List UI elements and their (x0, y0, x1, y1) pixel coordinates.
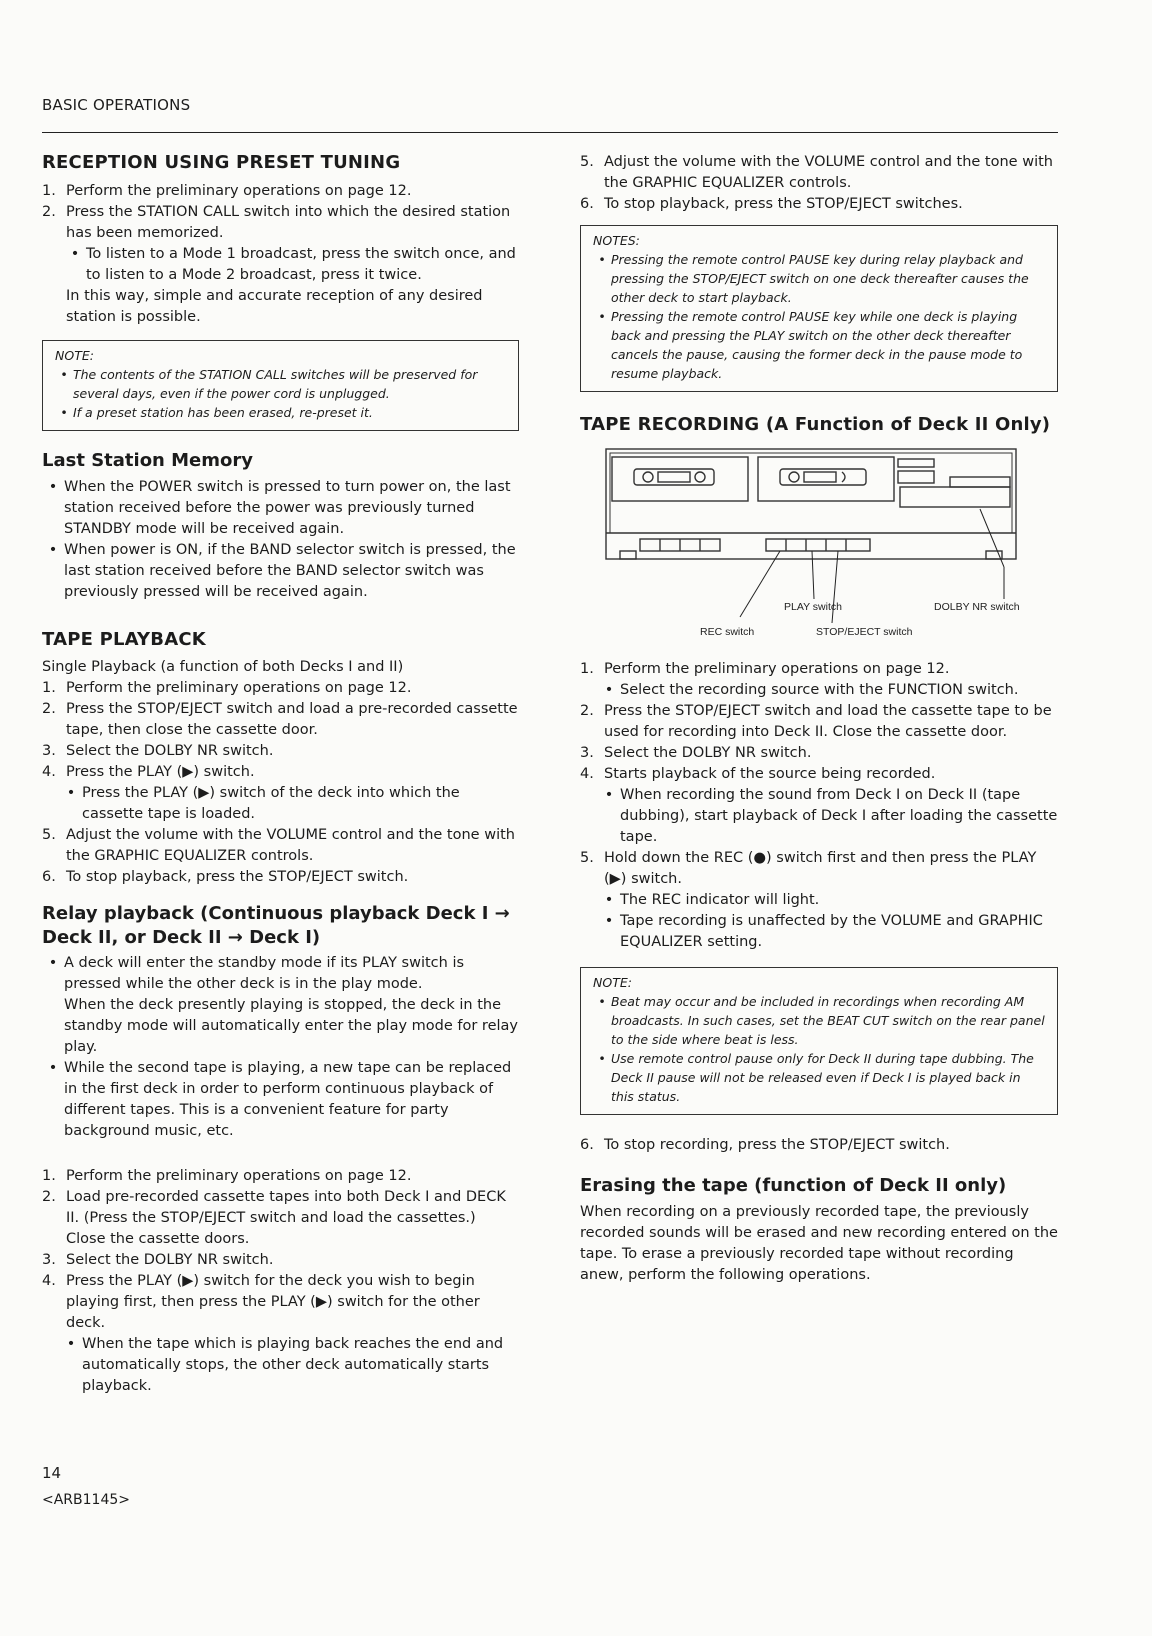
playback-steps-cont (42, 825, 519, 888)
tape-recording-title: TAPE RECORDING (A Function of Deck II Only) (580, 414, 1051, 435)
stop-eject-switch-label: STOP/EJECT switch (816, 625, 913, 638)
reception-step-1: 1. Perform the preliminary operations on page 12. (42, 182, 412, 199)
page-number: 14 (42, 1464, 62, 1482)
note-item: • Beat may occur and be included in recordings when recording AM broadcasts. In such cases, set the BEAT CUT switch on the rear panel to the side where beat is less. (598, 993, 1045, 1047)
rec-leader-line (740, 551, 780, 617)
list-item: 6. To stop recording, press the STOP/EJECT switch. (580, 1136, 950, 1153)
list-item: • Press the PLAY (▶) switch of the deck into which the cassette tape is loaded. (66, 785, 460, 823)
list-item: • Tape recording is unaffected by the VOLUME and GRAPHIC EQUALIZER setting. (604, 912, 1043, 950)
dolby-switch-label: DOLBY NR switch (934, 600, 1020, 613)
reception-bullet: • To listen to a Mode 1 broadcast, press the switch once, and to listen to a Mode 2 broadcast, press it twice. (70, 245, 516, 283)
list-item: 3. Select the DOLBY NR switch. (42, 743, 274, 760)
playback-step4-bullets (42, 783, 519, 825)
relay-step4-bullets (42, 1334, 519, 1397)
note-title: NOTE: (55, 347, 94, 363)
note-title: NOTES: (593, 233, 640, 248)
recording-step5-bullets (580, 890, 1058, 953)
list-item: • When the POWER switch is pressed to turn power on, the last station received before the power was previously turned STANDBY mode will be received again. (48, 478, 511, 537)
playback-steps (42, 678, 519, 783)
list-item: 6. To stop playback, press the STOP/EJECT switches. (580, 196, 963, 212)
deck-body (606, 449, 1016, 559)
list-item: 3. Select the DOLBY NR switch. (580, 744, 812, 761)
list-item: 4. Press the PLAY (▶) switch for the deck you wish to begin playing first, then press the PLAY (▶) switch for the other deck. (42, 1273, 480, 1332)
play-leader-line (812, 551, 814, 599)
reception-title: RECEPTION USING PRESET TUNING (42, 152, 401, 173)
list-item: • When power is ON, if the BAND selector switch is pressed, the last station received before the BAND selector switch was previously pressed will be received again. (48, 541, 516, 600)
note-title: NOTE: (593, 974, 632, 990)
list-item: • Select the recording source with the FUNCTION switch. (604, 681, 1019, 698)
document-code: <ARB1145> (42, 1492, 130, 1508)
erasing-title: Erasing the tape (function of Deck II only) (580, 1174, 1007, 1196)
last-station-list (42, 477, 519, 603)
last-station-title: Last Station Memory (42, 449, 253, 471)
list-item: 2. Press the STOP/EJECT switch and load a pre-recorded cassette tape, then close the cassette door. (42, 701, 518, 739)
note-item: • Pressing the remote control PAUSE key during relay playback and pressing the STOP/EJECT switch on one deck thereafter causes the other deck to start playback. (598, 252, 1029, 305)
reception-bullets (42, 244, 519, 286)
play-switch-label: PLAY switch (784, 600, 842, 613)
list-item: • The REC indicator will light. (604, 891, 820, 908)
list-item: 2. Load pre-recorded cassette tapes into both Deck I and DECK II. (Press the STOP/EJECT switch and load the cassettes.) Close the cassette doors. (42, 1189, 506, 1248)
rec-switch-label: REC switch (700, 625, 755, 638)
list-item: • When the tape which is playing back reaches the end and automatically stops, the other deck automatically starts playback. (66, 1336, 504, 1395)
relay-title: Relay playback (Continuous playback Deck I → Deck II, or Deck II → Deck I) (42, 903, 510, 948)
right-column (580, 152, 1058, 1286)
section-header: BASIC OPERATIONS (42, 96, 191, 114)
list-item: 5. Adjust the volume with the VOLUME control and the tone with the GRAPHIC EQUALIZER controls. (42, 827, 515, 865)
relay-bullets (42, 953, 519, 1142)
deck-1-door (612, 457, 748, 501)
list-item: 4. Starts playback of the source being recorded. (580, 765, 936, 782)
list-item: • A deck will enter the standby mode if its PLAY switch is pressed while the other deck is in the play mode. When the deck presently playing is stopped, the deck in the standby mode will automatically enter the play mode for relay play. (48, 955, 518, 1056)
recording-step1-bullets (580, 680, 1058, 701)
list-item: 4. Press the PLAY (▶) switch. (42, 764, 255, 781)
note-item: • The contents of the STATION CALL switches will be preserved for several days, even if the power cord is unplugged. (60, 366, 478, 401)
deck-diagram (580, 447, 1058, 659)
recording-step-6 (580, 1135, 1058, 1156)
list-item: 2. Press the STOP/EJECT switch and load the cassette tape to be used for recording into Deck II. Close the cassette door. (580, 702, 1052, 740)
list-item: 1. Perform the preliminary operations on page 12. (42, 1168, 412, 1185)
list-item: • When recording the sound from Deck I on Deck II (tape dubbing), start playback of Deck I after loading the cassette tape. (604, 786, 1058, 845)
recording-steps-2-4 (580, 701, 1058, 785)
list-item: 3. Select the DOLBY NR switch. (42, 1252, 274, 1269)
deck-illustration (580, 447, 1058, 659)
recording-steps (580, 659, 1058, 680)
list-item: 5. Adjust the volume with the VOLUME control and the tone with the GRAPHIC EQUALIZER controls. (580, 154, 1053, 191)
erasing-text: When recording on a previously recorded tape, the previously recorded sounds will be erased and new recording entered on the tape. To erase a previously recorded tape without recording anew, perform the following operations. (580, 1203, 1058, 1283)
relay-steps (42, 1166, 519, 1334)
note-item: • Use remote control pause only for Deck II during tape dubbing. The Deck II pause will not be released even if Deck I is played back in this status. (598, 1050, 1034, 1104)
left-column (42, 152, 519, 1397)
recording-note-box (580, 967, 1058, 1115)
deck-2-door (758, 457, 894, 501)
reception-note-box (42, 340, 519, 431)
list-item: 6. To stop playback, press the STOP/EJECT switch. (42, 869, 409, 886)
relay-notes-box (580, 225, 1058, 392)
recording-step-5 (580, 848, 1058, 890)
note-item: • If a preset station has been erased, re-preset it. (60, 404, 373, 420)
recording-step4-bullets (580, 785, 1058, 848)
playback-steps-right (580, 152, 1058, 215)
list-item: • While the second tape is playing, a new tape can be replaced in the first deck in order to perform continuous playback of different tapes. This is a convenient feature for party background music, etc. (48, 1060, 512, 1140)
list-item: 1. Perform the preliminary operations on page 12. (580, 660, 950, 677)
tape-playback-intro: Single Playback (a function of both Decks I and II) (42, 659, 404, 676)
tape-playback-title: TAPE PLAYBACK (42, 628, 206, 650)
note-item: • Pressing the remote control PAUSE key while one deck is playing back and pressing the PLAY switch on the other deck thereafter cancels the pause, causing the former deck in the pause mode to resume playback. (598, 309, 1023, 381)
list-item: 1. Perform the preliminary operations on page 12. (42, 680, 412, 697)
reception-closing: In this way, simple and accurate reception of any desired station is possible. (66, 287, 483, 325)
list-item: 5. Hold down the REC (●) switch first and then press the PLAY (▶) switch. (580, 849, 1037, 887)
header-rule (42, 132, 1058, 133)
reception-steps (42, 181, 519, 244)
reception-step-2: 2. Press the STATION CALL switch into which the desired station has been memorized. (42, 203, 511, 241)
